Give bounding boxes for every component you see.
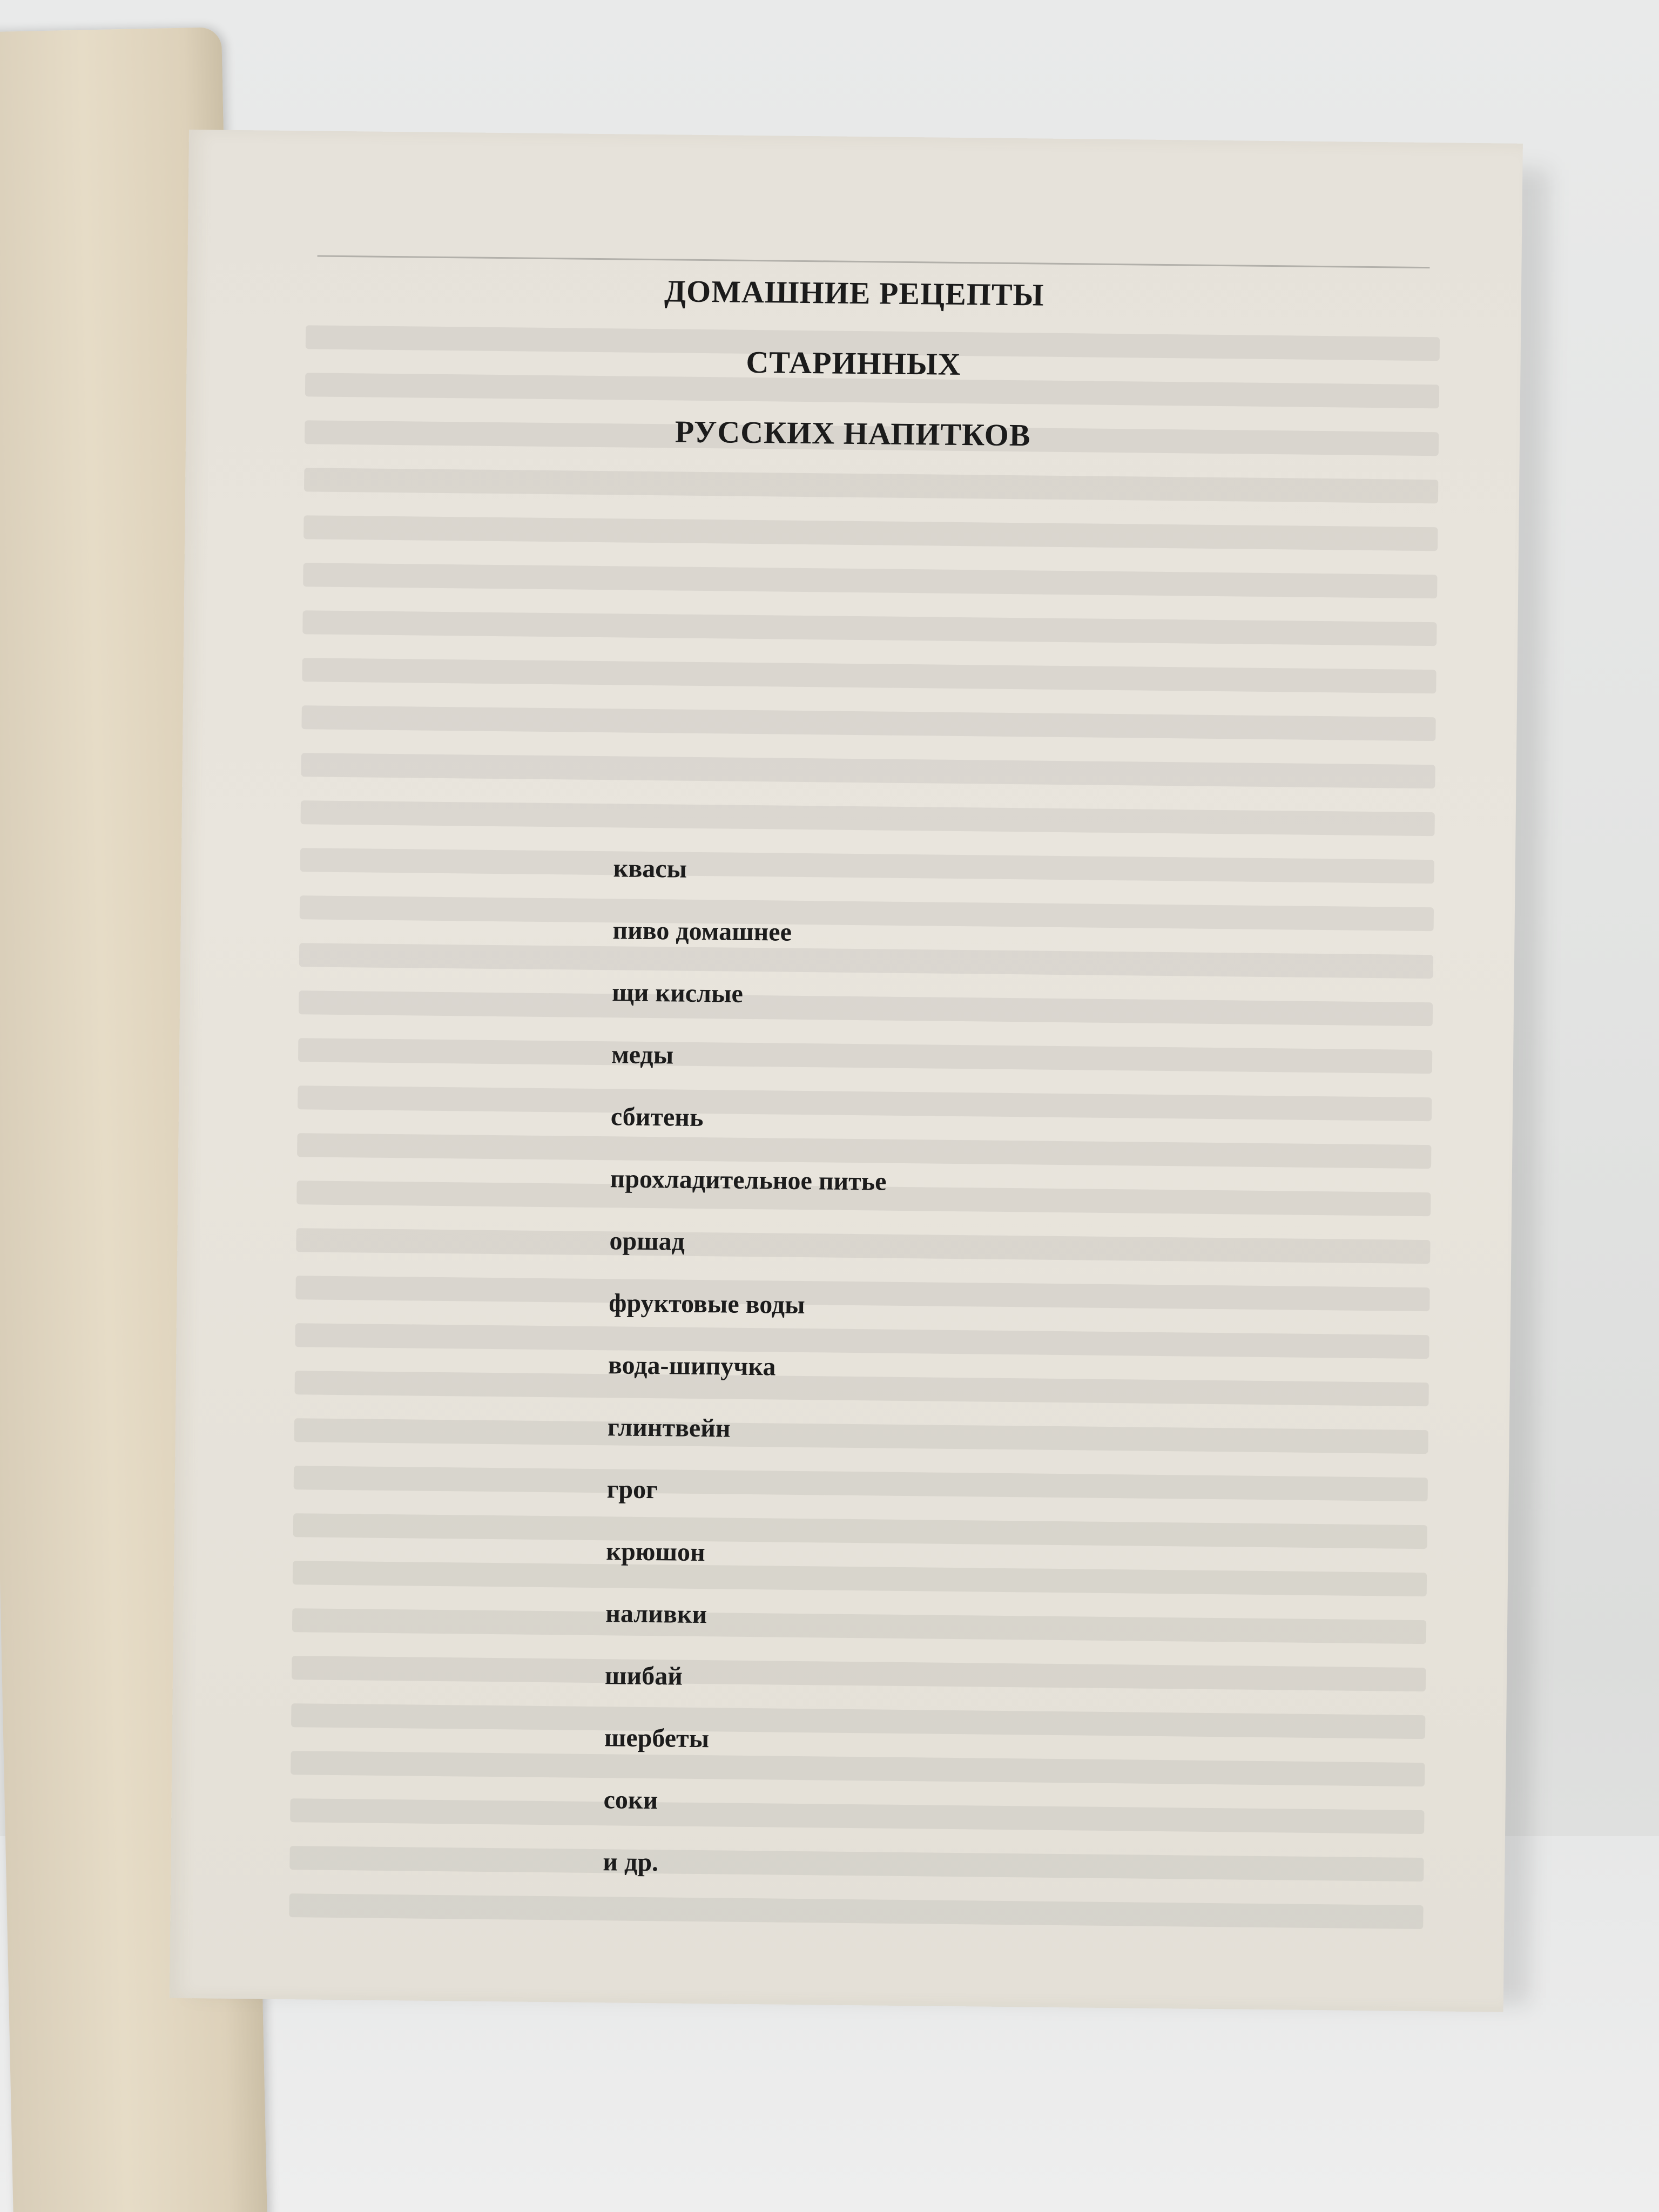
title-line-2: СТАРИННЫХ <box>746 344 961 382</box>
list-item: крюшон <box>606 1537 705 1567</box>
list-item: пиво домашнее <box>612 916 792 947</box>
list-item: и др. <box>603 1847 659 1877</box>
list-item: глинтвейн <box>607 1413 731 1443</box>
list-item: грог <box>606 1475 658 1505</box>
list-item: оршад <box>609 1226 685 1256</box>
list-item: шибай <box>604 1661 683 1691</box>
list-item: сбитень <box>610 1102 704 1132</box>
list-item: фруктовые воды <box>609 1289 805 1320</box>
title-line-1: ДОМАШНИЕ РЕЦЕПТЫ <box>664 273 1044 313</box>
booklet-page <box>170 130 1523 2012</box>
drinks-list <box>603 852 890 1911</box>
page-title <box>186 251 1522 476</box>
title-line-3: РУССКИХ НАПИТКОВ <box>675 414 1031 453</box>
list-item: наливки <box>605 1599 707 1629</box>
list-item: прохладительное питье <box>610 1164 887 1196</box>
list-item: вода-шипучка <box>608 1351 776 1381</box>
list-item: шербеты <box>604 1723 710 1754</box>
list-item: соки <box>603 1785 658 1815</box>
list-item: щи кислые <box>612 978 744 1008</box>
list-item: меды <box>611 1040 674 1070</box>
list-item: квасы <box>613 854 687 884</box>
